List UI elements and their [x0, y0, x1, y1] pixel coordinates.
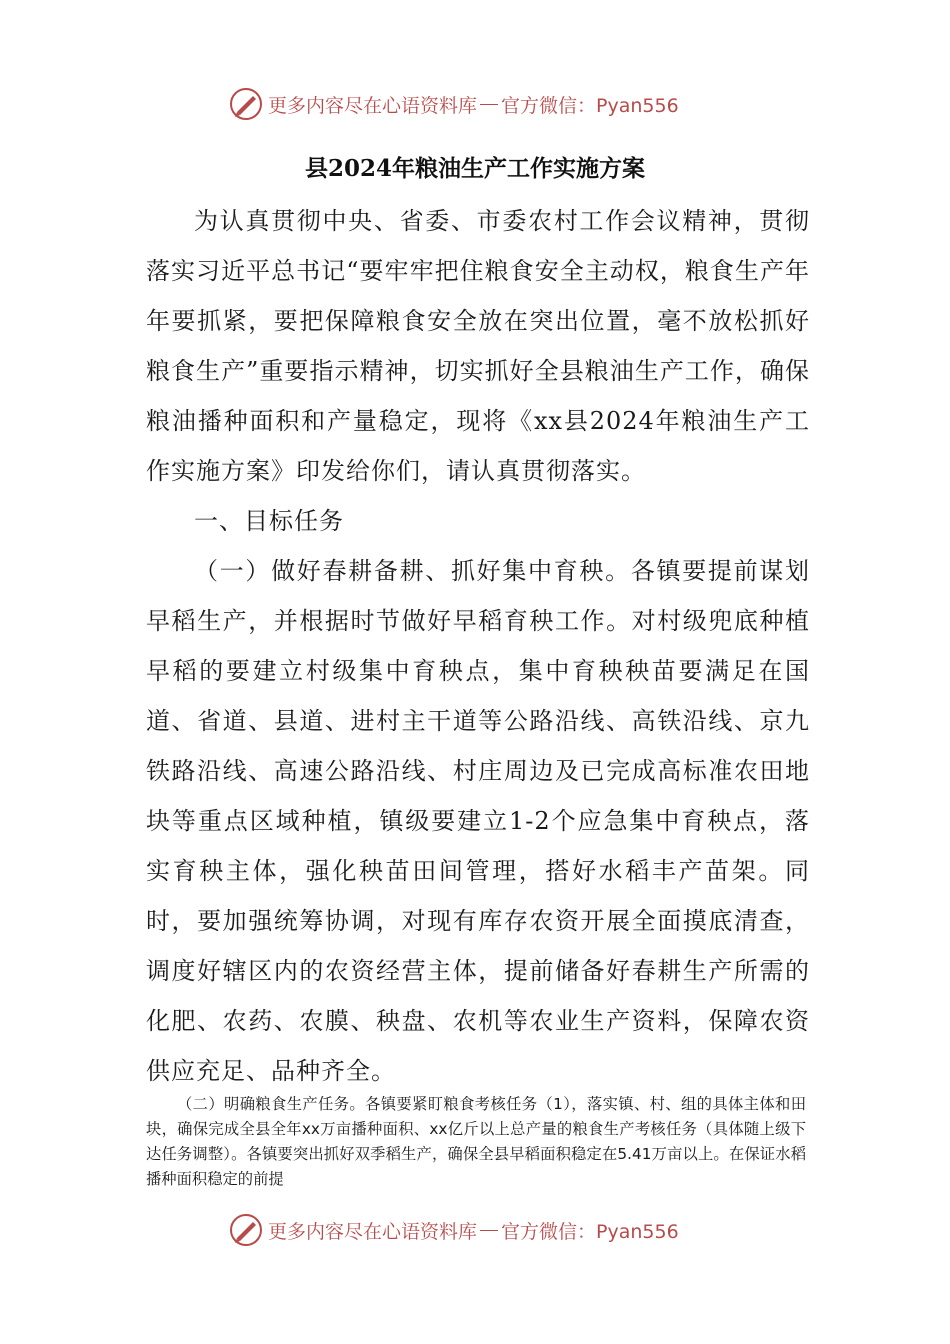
document-body-small [146, 1092, 806, 1192]
intro-paragraph: 为认真贯彻中央、省委、市委农村工作会议精神，贯彻落实习近平总书记“要牢牢把住粮食安全主动权，粮食生产年年要抓紧，要把保障粮食安全放在突出位置，毫不放松抓好粮食生产”重要指示精神，切实抓好全县粮油生产工作，确保粮油播种面积和产量稳定，现将《xx县2024年粮油生产工作实施方案》印发给你们，请认真贯彻落实。 [146, 207, 810, 485]
watermark-text: 更多内容尽在心语资料库 [268, 94, 478, 117]
document-body [146, 196, 810, 1096]
watermark-header [228, 86, 748, 122]
subsection-paragraph: （一）做好春耕备耕、抓好集中育秧。各镇要提前谋划早稻生产，并根据时节做好早稻育秧工作。对村级兜底种植早稻的要建立村级集中育秧点，集中育秧秧苗要满足在国道、省道、县道、进村主干道等公路沿线、高铁沿线、京九铁路沿线、高速公路沿线、村庄周边及已完成高标准农田地块等重点区域种植，镇级要建立1-2个应急集中育秧点，落实育秧主体，强化秧苗田间管理，搭好水稻丰产苗架。同时，要加强统筹协调，对现有库存农资开展全面摸底清查，调度好辖区内的农资经营主体，提前储备好春耕生产所需的化肥、农药、农膜、秧盘、农机等农业生产资料，保障农资供应充足、品种齐全。 [146, 557, 810, 1085]
section-heading: 一、目标任务 [194, 507, 344, 535]
watermark-text: 更多内容尽在心语资料库 [268, 1220, 478, 1243]
subsection-paragraph-small: （二）明确粮食生产任务。各镇要紧盯粮食考核任务（1），落实镇、村、组的具体主体和田块，确保完成全县全年xx万亩播种面积、xx亿斤以上总产量的粮食生产考核任务（具体随上级下达任务调整）。各镇要突出抓好双季稻生产，确保全县早稻面积稳定在5.41万亩以上。在保证水稻播种面积稳定的前提 [146, 1095, 806, 1188]
watermark-separator [480, 1230, 498, 1231]
watermark-separator [480, 104, 498, 105]
pen-logo-icon [228, 1212, 264, 1248]
pen-logo-icon [228, 86, 264, 122]
watermark-footer [228, 1212, 748, 1248]
watermark-suffix: 官方微信：Pyan556 [501, 1220, 679, 1243]
document-title: 县2024年粮油生产工作实施方案 [304, 155, 645, 182]
watermark-suffix: 官方微信：Pyan556 [501, 94, 679, 117]
